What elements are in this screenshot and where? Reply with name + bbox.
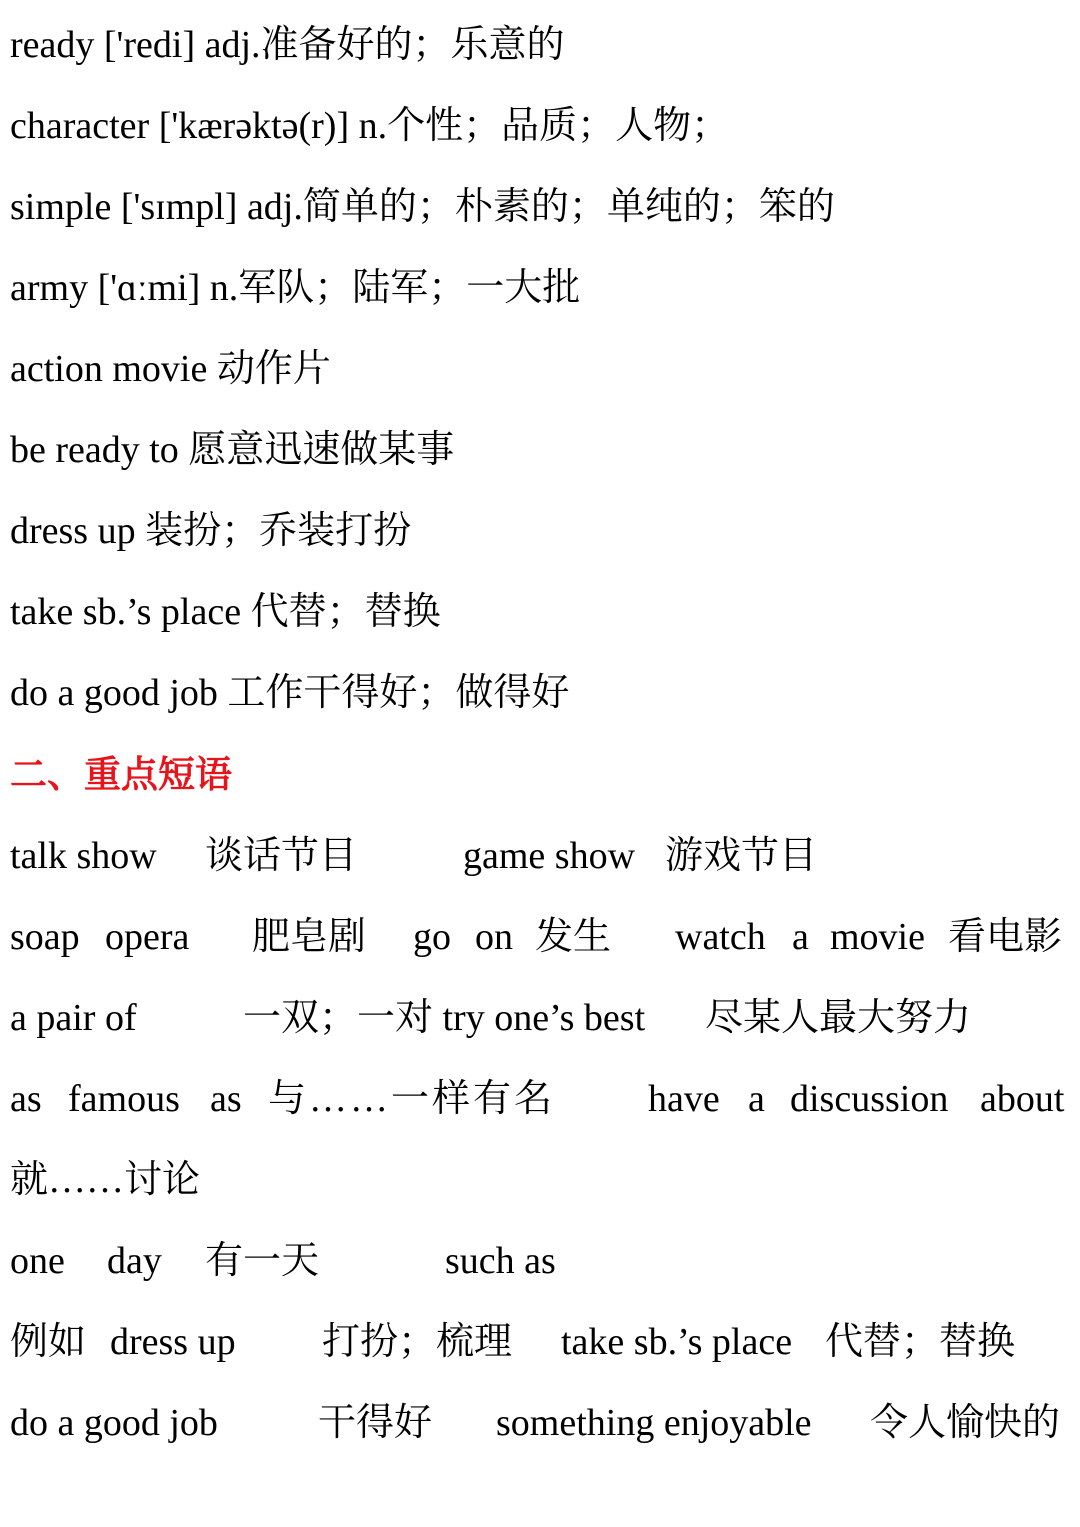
phrase-meaning: 就……讨论 bbox=[10, 1159, 201, 1201]
phrase-meaning: 肥皂剧 bbox=[252, 916, 367, 958]
phrase-text: talk show bbox=[10, 835, 157, 877]
vocab-line: take sb.’s place 代替；替换 bbox=[10, 591, 441, 633]
phrase-row bbox=[0, 1231, 1080, 1291]
vocab-line: army ['ɑːmi] n.军队；陆军；一大批 bbox=[10, 267, 581, 309]
section-heading: 二、重点短语 bbox=[10, 753, 232, 796]
phrase-text: have bbox=[648, 1078, 720, 1120]
phrase-text: a pair of bbox=[10, 997, 137, 1039]
phrase-meaning: 与……一样有名 bbox=[268, 1078, 556, 1120]
phrase-text: something enjoyable bbox=[496, 1402, 812, 1444]
phrase-row bbox=[0, 1069, 1080, 1129]
phrase-text: do a good job bbox=[10, 1402, 218, 1444]
phrase-text: dress up bbox=[110, 1321, 236, 1363]
vocab-line: character ['kærəktə(r)] n.个性；品质；人物； bbox=[10, 105, 730, 147]
phrase-text: famous bbox=[68, 1078, 180, 1120]
phrase-text: day bbox=[107, 1240, 162, 1282]
phrase-meaning: 谈话节目 bbox=[205, 835, 358, 877]
vocab-line: do a good job 工作干得好；做得好 bbox=[10, 672, 570, 714]
vocab-line: simple ['sɪmpl] adj.简单的；朴素的；单纯的；笨的 bbox=[10, 186, 835, 228]
phrase-text: such as bbox=[445, 1240, 556, 1282]
phrase-text: movie bbox=[830, 916, 925, 958]
phrase-meaning: 令人愉快的 bbox=[870, 1402, 1061, 1444]
phrase-meaning: 一双；一对 try one’s best bbox=[243, 997, 646, 1039]
phrase-row bbox=[0, 1393, 1080, 1453]
phrase-meaning: 发生 bbox=[535, 916, 612, 958]
phrase-text: a bbox=[792, 916, 809, 958]
phrase-text: opera bbox=[105, 916, 190, 958]
phrase-text: go bbox=[413, 916, 451, 958]
phrase-meaning: 干得好 bbox=[318, 1402, 433, 1444]
phrase-row bbox=[10, 1150, 200, 1210]
phrase-text: take sb.’s place bbox=[561, 1321, 793, 1363]
phrase-text: as bbox=[210, 1078, 242, 1120]
phrase-row bbox=[0, 907, 1080, 967]
vocab-line: ready ['redi] adj.准备好的；乐意的 bbox=[10, 24, 565, 66]
phrase-text: one bbox=[10, 1240, 65, 1282]
phrase-meaning: 有一天 bbox=[205, 1240, 320, 1282]
phrase-text: game show bbox=[463, 835, 636, 877]
phrase-row bbox=[0, 988, 1080, 1048]
phrase-row bbox=[0, 826, 1080, 886]
phrase-text: a bbox=[748, 1078, 765, 1120]
phrase-meaning: 游戏节目 bbox=[665, 835, 818, 877]
vocab-line: action movie 动作片 bbox=[10, 348, 331, 390]
phrase-row bbox=[0, 1312, 1080, 1372]
phrase-meaning: 打扮；梳理 bbox=[322, 1321, 513, 1363]
vocab-line: be ready to 愿意迅速做某事 bbox=[10, 429, 455, 471]
phrase-text: soap bbox=[10, 916, 80, 958]
phrase-meaning: 代替；替换 bbox=[825, 1321, 1016, 1363]
phrase-meaning: 看电影 bbox=[948, 916, 1063, 958]
phrase-meaning: 尽某人最大努力 bbox=[705, 997, 972, 1039]
vocab-line: dress up 装扮；乔装打扮 bbox=[10, 510, 412, 552]
phrase-text: on bbox=[475, 916, 513, 958]
phrase-text: as bbox=[10, 1078, 42, 1120]
phrase-text: about bbox=[980, 1078, 1065, 1120]
phrase-text: watch bbox=[675, 916, 766, 958]
phrase-meaning: 例如 bbox=[10, 1321, 87, 1363]
phrase-text: discussion bbox=[790, 1078, 949, 1120]
